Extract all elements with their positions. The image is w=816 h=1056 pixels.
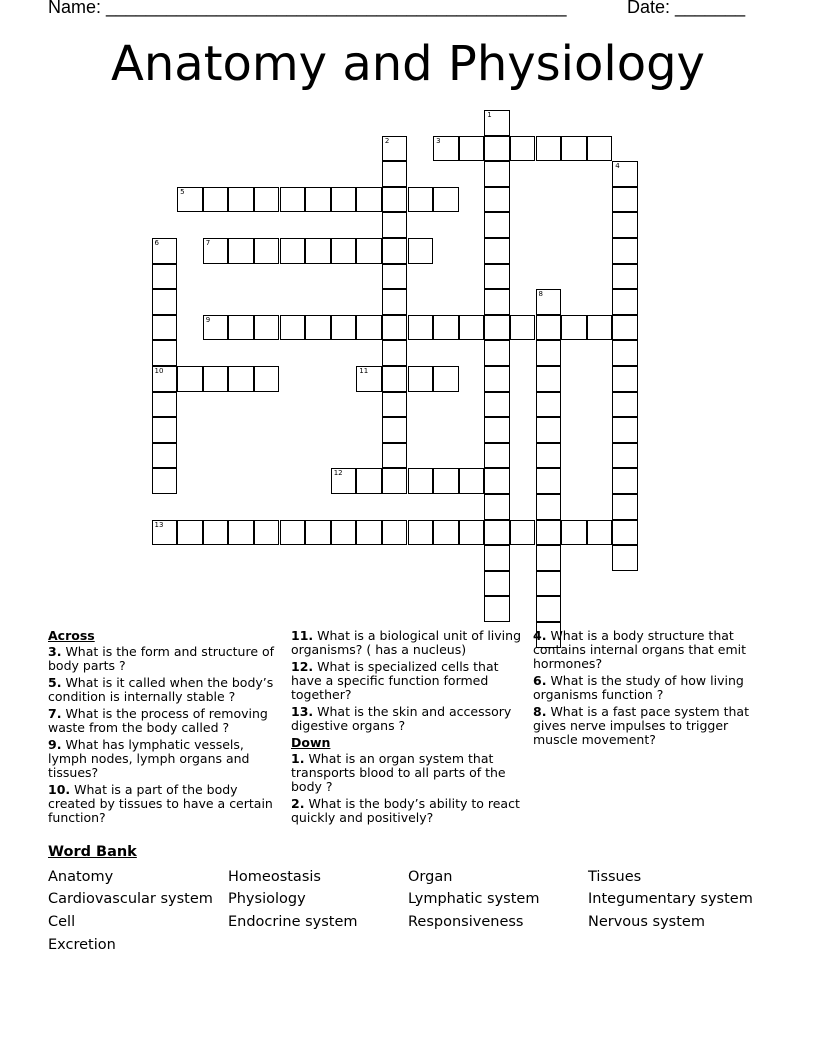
crossword-cell[interactable] [408,238,434,264]
word-bank-item: Physiology [228,891,306,907]
crossword-cell[interactable] [152,520,178,546]
crossword-cell[interactable] [561,136,587,162]
crossword-cell[interactable] [382,392,408,418]
crossword-cell[interactable] [152,340,178,366]
crossword-cell[interactable] [408,366,434,392]
crossword-cell[interactable] [612,366,638,392]
word-bank-item: Endocrine system [228,914,358,930]
crossword-cell[interactable] [536,468,562,494]
crossword-cell[interactable] [382,289,408,315]
across-heading: Across [48,628,95,643]
clue-text: What is the study of how living organisms function ? [533,673,744,702]
clues-column-2 [291,629,527,828]
crossword-cell[interactable] [612,417,638,443]
crossword-cell[interactable] [152,443,178,469]
crossword-cell[interactable] [356,366,382,392]
crossword-cell[interactable] [331,520,357,546]
crossword-cell[interactable] [536,545,562,571]
clue-across-12 [291,660,527,702]
crossword-cell[interactable] [612,187,638,213]
crossword-cell[interactable] [433,315,459,341]
crossword-cell[interactable] [536,571,562,597]
crossword-cell[interactable] [382,340,408,366]
crossword-cell[interactable] [484,596,510,622]
clue-down-4 [533,629,769,671]
crossword-cell[interactable] [254,187,280,213]
crossword-cell[interactable] [382,417,408,443]
clue-text: What has lymphatic vessels, lymph nodes, lymph organs and tissues? [48,737,250,780]
crossword-cell[interactable] [280,187,306,213]
crossword-cell[interactable] [356,187,382,213]
crossword-cell[interactable] [587,136,613,162]
clue-number-label: 10 [154,367,164,375]
crossword-cell[interactable] [382,161,408,187]
crossword-cell[interactable] [484,571,510,597]
crossword-cell[interactable] [612,212,638,238]
crossword-cell[interactable] [484,238,510,264]
crossword-cell[interactable] [484,161,510,187]
crossword-cell[interactable] [484,289,510,315]
clue-number-label: 8 [538,290,543,299]
crossword-cell[interactable] [177,187,203,213]
clue-text: What is a part of the body created by tissues to have a certain function? [48,782,273,825]
clue-text: What is a body structure that contains internal organs that emit hormones? [533,628,746,671]
crossword-cell[interactable] [254,238,280,264]
clue-number: 3. [48,644,62,659]
crossword-cell[interactable] [305,187,331,213]
crossword-cell[interactable] [612,238,638,264]
word-bank-item: Cell [48,914,76,930]
crossword-cell[interactable] [203,366,229,392]
crossword-cell[interactable] [280,520,306,546]
crossword-cell[interactable] [484,187,510,213]
clue-number: 10. [48,782,71,797]
crossword-cell[interactable] [203,187,229,213]
clue-text: What is a fast pace system that gives nerve impulses to trigger muscle movement? [533,704,749,747]
clue-number-label: 2 [384,136,390,145]
clue-text: What is specialized cells that have a specific function formed together? [291,659,499,702]
crossword-cell[interactable] [382,187,408,213]
crossword-cell[interactable] [408,187,434,213]
clue-number: 12. [291,659,314,674]
clue-across-10 [48,783,284,825]
crossword-cell[interactable] [561,315,587,341]
clue-text: What is the process of removing waste from the body called ? [48,706,268,735]
crossword-cell[interactable] [305,315,331,341]
clue-down-8 [533,705,769,747]
crossword-cell[interactable] [382,520,408,546]
crossword-cell[interactable] [331,315,357,341]
crossword-cell[interactable] [152,264,178,290]
crossword-cell[interactable] [612,315,638,341]
clue-across-11 [291,629,527,657]
crossword-cell[interactable] [536,366,562,392]
clue-text: What is it called when the body’s condition is internally stable ? [48,675,274,704]
clue-number-label: 11 [359,367,369,375]
crossword-cell[interactable] [612,443,638,469]
clue-number: 11. [291,628,314,643]
word-bank-item: Excretion [48,937,116,953]
crossword-cell[interactable] [177,366,203,392]
crossword-cell[interactable] [305,238,331,264]
clue-text: What is a biological unit of living organisms? ( has a nucleus) [291,628,521,657]
crossword-cell[interactable] [536,520,562,546]
crossword-cell[interactable] [228,187,254,213]
crossword-cell[interactable] [382,443,408,469]
crossword-cell[interactable] [484,110,510,136]
crossword-cell[interactable] [484,264,510,290]
crossword-cell[interactable] [433,136,459,162]
down-heading: Down [291,735,331,750]
crossword-cell[interactable] [612,340,638,366]
crossword-cell[interactable] [459,468,485,494]
clue-down-2 [291,797,527,825]
word-bank-item: Cardiovascular system [48,891,213,907]
clue-number-label: 13 [154,520,164,529]
crossword-cell[interactable] [331,468,357,494]
crossword-cell[interactable] [459,136,485,162]
clue-number-label: 3 [436,136,441,145]
clue-number: 8. [533,704,547,719]
crossword-cell[interactable] [152,392,178,418]
crossword-cell[interactable] [612,289,638,315]
crossword-cell[interactable] [536,494,562,520]
crossword-cell[interactable] [382,366,408,392]
clue-number-label: 9 [205,315,211,324]
crossword-cell[interactable] [561,520,587,546]
word-bank-item: Organ [408,869,453,885]
crossword-cell[interactable] [612,264,638,290]
crossword-cell[interactable] [254,520,280,546]
clue-text: What is the body’s ability to react quickly and positively? [291,796,520,825]
crossword-cell[interactable] [484,520,510,546]
clues-column-1 [48,629,284,828]
clue-number-label: 12 [333,469,343,478]
crossword-cell[interactable] [228,238,254,264]
word-bank-item: Tissues [588,869,642,885]
crossword-cell[interactable] [536,417,562,443]
crossword-cell[interactable] [356,468,382,494]
crossword-cell[interactable] [280,238,306,264]
crossword-cell[interactable] [484,468,510,494]
crossword-cell[interactable] [356,520,382,546]
crossword-cell[interactable] [331,187,357,213]
clue-text: What is an organ system that transports blood to all parts of the body ? [291,751,506,794]
crossword-cell[interactable] [536,392,562,418]
crossword-cell[interactable] [356,315,382,341]
crossword-cell[interactable] [536,136,562,162]
crossword-cell[interactable] [536,315,562,341]
clue-number: 6. [533,673,547,688]
crossword-cell[interactable] [484,340,510,366]
crossword-cell[interactable] [408,520,434,546]
clue-number-label: 5 [180,187,185,196]
crossword-cell[interactable] [177,520,203,546]
clue-number: 7. [48,706,62,721]
crossword-cell[interactable] [305,520,331,546]
crossword-cell[interactable] [510,136,536,162]
crossword-cell[interactable] [484,494,510,520]
clue-across-13 [291,705,527,733]
crossword-cell[interactable] [356,238,382,264]
crossword-cell[interactable] [382,315,408,341]
crossword-cell[interactable] [203,520,229,546]
crossword-cell[interactable] [612,545,638,571]
crossword-cell[interactable] [152,468,178,494]
crossword-cell[interactable] [382,136,408,162]
page-title: Anatomy and Physiology [111,36,705,92]
crossword-cell[interactable] [433,187,459,213]
clue-number: 4. [533,628,547,643]
crossword-cell[interactable] [612,468,638,494]
clue-number: 1. [291,751,305,766]
crossword-cell[interactable] [433,366,459,392]
crossword-cell[interactable] [587,315,613,341]
clue-number: 5. [48,675,62,690]
crossword-cell[interactable] [433,468,459,494]
clue-across-5 [48,676,284,704]
crossword-cell[interactable] [459,520,485,546]
word-bank-item: Anatomy [48,869,114,885]
crossword-cell[interactable] [536,596,562,622]
crossword-cell[interactable] [587,520,613,546]
crossword-cell[interactable] [510,315,536,341]
crossword-cell[interactable] [536,289,562,315]
crossword-cell[interactable] [484,212,510,238]
clue-number-label: 1 [487,111,492,119]
crossword-cell[interactable] [382,264,408,290]
crossword-cell[interactable] [459,315,485,341]
crossword-cell[interactable] [152,315,178,341]
word-bank-item: Nervous system [588,914,705,930]
crossword-cell[interactable] [203,238,229,264]
crossword-cell[interactable] [433,520,459,546]
crossword-cell[interactable] [203,315,229,341]
crossword-cell[interactable] [152,366,178,392]
crossword-cell[interactable] [382,468,408,494]
clue-down-1 [291,752,527,794]
crossword-cell[interactable] [152,289,178,315]
crossword-cell[interactable] [536,443,562,469]
crossword-cell[interactable] [612,520,638,546]
date-field[interactable]: Date: _______ [627,0,746,17]
clue-number: 2. [291,796,305,811]
word-bank-item: Homeostasis [228,869,321,885]
crossword-cell[interactable] [408,315,434,341]
crossword-cell[interactable] [382,212,408,238]
crossword-cell[interactable] [612,161,638,187]
crossword-cell[interactable] [484,443,510,469]
clue-across-7 [48,707,284,735]
clue-text: What is the skin and accessory digestive organs ? [291,704,512,733]
crossword-cell[interactable] [612,392,638,418]
clue-number-label: 7 [205,239,211,247]
clue-across-3 [48,645,284,673]
crossword-cell[interactable] [228,520,254,546]
crossword-cell[interactable] [484,366,510,392]
crossword-cell[interactable] [228,315,254,341]
word-bank-title: Word Bank [48,844,137,860]
crossword-cell[interactable] [331,238,357,264]
crossword-cell[interactable] [484,417,510,443]
clues-column-3 [533,629,769,750]
clue-text: What is the form and structure of body parts ? [48,644,275,673]
crossword-cell[interactable] [228,366,254,392]
crossword-cell[interactable] [152,238,178,264]
crossword-cell[interactable] [152,417,178,443]
crossword-cell[interactable] [536,340,562,366]
crossword-cell[interactable] [510,520,536,546]
clue-number-label: 4 [615,162,620,171]
clue-number: 13. [291,704,314,719]
crossword-cell[interactable] [484,315,510,341]
clue-number: 9. [48,737,62,752]
crossword-cell[interactable] [254,366,280,392]
crossword-cell[interactable] [484,545,510,571]
crossword-cell[interactable] [612,494,638,520]
crossword-cell[interactable] [484,392,510,418]
crossword-cell[interactable] [280,315,306,341]
clue-number-label: 6 [154,239,159,247]
crossword-cell[interactable] [382,238,408,264]
name-field[interactable]: Name: ______________________________________________ [48,0,567,17]
word-bank-item: Lymphatic system [408,891,540,907]
crossword-cell[interactable] [254,315,280,341]
clue-down-6 [533,674,769,702]
crossword-cell[interactable] [408,468,434,494]
crossword-cell[interactable] [484,136,510,162]
word-bank-item: Integumentary system [588,891,753,907]
clue-across-9 [48,738,284,780]
word-bank-item: Responsiveness [408,914,524,930]
